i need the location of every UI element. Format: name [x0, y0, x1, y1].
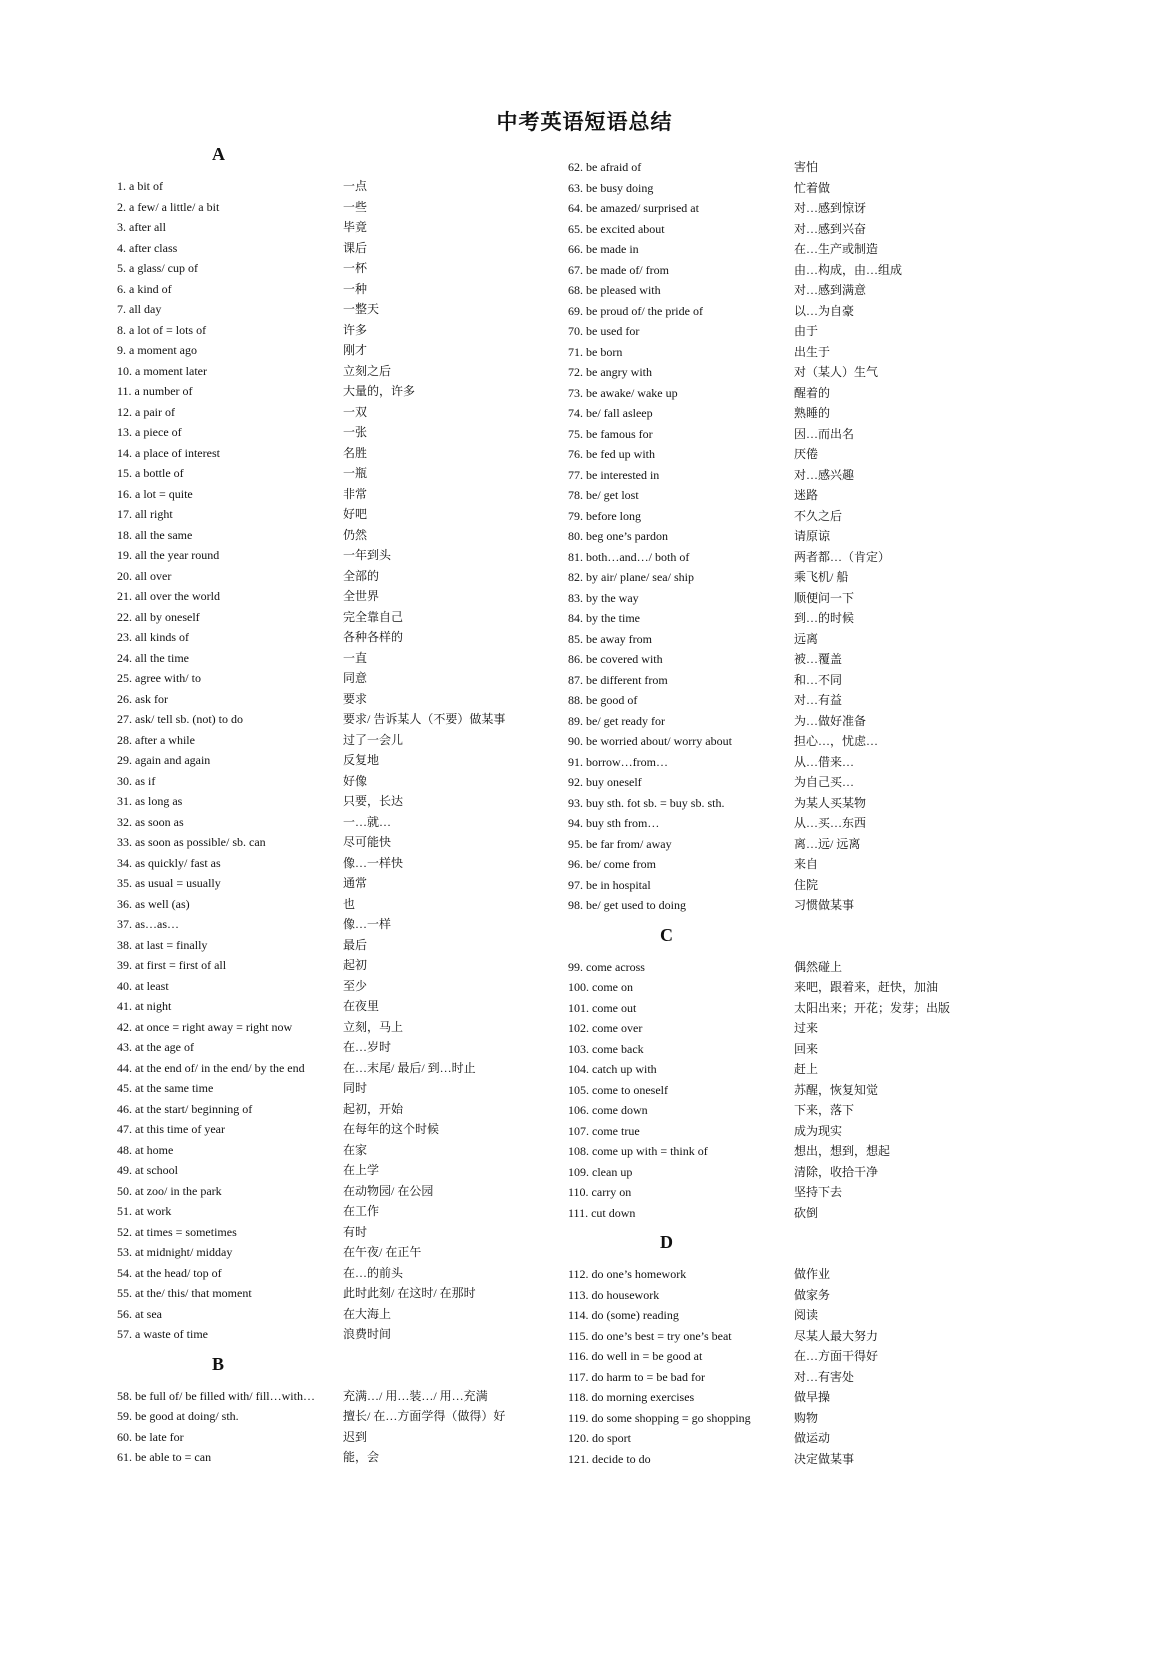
phrase-chinese: 害怕	[794, 160, 819, 174]
phrase-chinese: 在…末尾/ 最后/ 到…时止	[343, 1060, 476, 1075]
phrase-english: 34. as quickly/ fast as	[117, 855, 221, 870]
phrase-chinese: 对…感到兴奋	[794, 221, 867, 236]
phrase-english: 60. be late for	[117, 1429, 184, 1444]
phrase-english: 15. a bottle of	[117, 466, 184, 480]
phrase-chinese: 对…感兴趣	[794, 467, 855, 482]
phrase-english: 104. catch up with	[568, 1062, 657, 1076]
phrase-english: 2. a few/ a little/ a bit	[117, 199, 220, 214]
phrase-chinese: 反复地	[343, 753, 380, 767]
phrase-chinese: 迷路	[794, 488, 819, 502]
phrase-english: 14. a place of interest	[117, 445, 220, 460]
phrase-chinese: 太阳出来；开花；发芽；出版	[794, 1000, 951, 1015]
phrase-english: 4. after class	[117, 240, 178, 255]
phrase-chinese: 名胜	[343, 445, 368, 460]
phrase-chinese: 在…岁时	[343, 1040, 392, 1054]
phrase-chinese: 一种	[343, 281, 368, 296]
phrase-chinese: 厌倦	[794, 447, 819, 461]
phrase-chinese: 醒着的	[794, 385, 831, 400]
phrase-chinese: 决定做某事	[794, 1451, 855, 1466]
phrase-english: 68. be pleased with	[568, 283, 661, 297]
phrase-chinese: 立刻，马上	[343, 1019, 404, 1034]
phrase-chinese: 做作业	[794, 1267, 831, 1281]
phrase-english: 113. do housework	[568, 1287, 660, 1302]
phrase-english: 37. as…as…	[117, 917, 179, 931]
phrase-chinese: 毕竟	[343, 220, 368, 234]
phrase-english: 35. as usual = usually	[117, 876, 221, 890]
phrase-chinese: 回来	[794, 1041, 819, 1056]
phrase-english: 55. at the/ this/ that moment	[117, 1286, 252, 1300]
phrase-english: 98. be/ get used to doing	[568, 898, 686, 912]
phrase-english: 43. at the age of	[117, 1040, 194, 1054]
phrase-chinese: 为某人买某物	[794, 795, 867, 810]
phrase-chinese: 忙着做	[794, 180, 831, 195]
phrase-english: 51. at work	[117, 1204, 172, 1218]
phrase-english: 57. a waste of time	[117, 1327, 208, 1341]
phrase-chinese: 在大海上	[343, 1306, 392, 1321]
phrase-english: 39. at first = first of all	[117, 958, 227, 972]
phrase-english: 117. do harm to = be bad for	[568, 1369, 705, 1384]
phrase-english: 63. be busy doing	[568, 180, 654, 195]
phrase-chinese: 对（某人）生气	[794, 365, 879, 379]
phrase-english: 120. do sport	[568, 1431, 631, 1445]
phrase-english: 112. do one’s homework	[568, 1267, 687, 1281]
phrase-chinese: 顺便问一下	[794, 590, 855, 605]
phrase-chinese: 下来，落下	[794, 1103, 855, 1117]
phrase-chinese: 在夜里	[343, 999, 380, 1013]
phrase-chinese: 习惯做某事	[794, 898, 855, 912]
phrase-english: 83. by the way	[568, 590, 639, 605]
phrase-chinese: 一点	[343, 179, 368, 193]
phrase-chinese: 刚才	[343, 343, 368, 357]
section-heading-b: B	[212, 1353, 225, 1374]
phrase-chinese: 起初	[343, 958, 368, 972]
phrase-chinese: 担心…，忧虑…	[794, 734, 879, 748]
phrase-english: 116. do well in = be good at	[568, 1349, 703, 1363]
section-heading-d: D	[660, 1232, 673, 1252]
phrase-english: 109. clean up	[568, 1164, 633, 1179]
phrase-chinese: 和…不同	[794, 672, 843, 687]
phrase-chinese: 清除，收拾干净	[794, 1164, 879, 1179]
phrase-chinese: 过来	[794, 1021, 819, 1035]
phrase-chinese: 过了一会儿	[343, 732, 404, 747]
phrase-english: 69. be proud of/ the pride of	[568, 303, 703, 318]
phrase-chinese: 只要，长达	[343, 794, 404, 808]
phrase-chinese: 被…覆盖	[794, 652, 843, 666]
phrase-english: 52. at times = sometimes	[117, 1224, 237, 1239]
phrase-chinese: 对…感到满意	[794, 283, 867, 297]
phrase-english: 100. come on	[568, 980, 633, 994]
phrase-chinese: 一张	[343, 425, 368, 439]
phrase-english: 19. all the year round	[117, 548, 220, 562]
phrase-chinese: 在家	[343, 1142, 368, 1157]
phrase-chinese: 对…有害处	[794, 1369, 855, 1384]
phrase-english: 3. after all	[117, 220, 166, 234]
phrase-chinese: 要求/ 告诉某人（不要）做某事	[343, 712, 506, 726]
phrase-chinese: 一瓶	[343, 466, 368, 480]
phrase-english: 9. a moment ago	[117, 343, 197, 357]
phrase-english: 6. a kind of	[117, 281, 172, 296]
phrase-english: 95. be far from/ away	[568, 836, 672, 851]
phrase-chinese: 坚持下去	[794, 1185, 843, 1199]
phrase-chinese: 同意	[343, 671, 368, 685]
phrase-english: 87. be different from	[568, 672, 668, 687]
phrase-chinese: 大量的，许多	[343, 384, 416, 398]
phrase-english: 48. at home	[117, 1142, 174, 1157]
phrase-chinese: 偶然碰上	[794, 959, 843, 974]
phrase-english: 30. as if	[117, 773, 156, 788]
phrase-chinese: 出生于	[794, 344, 831, 359]
phrase-chinese: 不久之后	[794, 508, 843, 523]
phrase-chinese: 此时此刻/ 在这时/ 在那时	[343, 1286, 476, 1300]
phrase-chinese: 能，会	[343, 1450, 380, 1464]
phrase-chinese: 尽可能快	[343, 835, 392, 849]
phrase-chinese: 一杯	[343, 261, 368, 275]
phrase-english: 26. ask for	[117, 691, 168, 706]
phrase-chinese: 由…构成，由…组成	[794, 262, 903, 277]
phrase-chinese: 在上学	[343, 1163, 380, 1177]
phrase-chinese: 购物	[794, 1410, 819, 1425]
phrase-english: 85. be away from	[568, 631, 652, 646]
phrase-english: 42. at once = right away = right now	[117, 1019, 293, 1034]
phrase-english: 11. a number of	[117, 384, 193, 398]
phrase-english: 33. as soon as possible/ sb. can	[117, 835, 266, 849]
phrase-chinese: 充满…/ 用…装…/ 用…充满	[343, 1388, 488, 1403]
phrase-english: 93. buy sth. fot sb. = buy sb. sth.	[568, 795, 725, 810]
phrase-english: 47. at this time of year	[117, 1122, 225, 1136]
section-heading-c: C	[660, 924, 673, 945]
phrase-english: 119. do some shopping = go shopping	[568, 1410, 751, 1425]
phrase-english: 88. be good of	[568, 693, 638, 707]
phrase-chinese: 对…有益	[794, 693, 843, 707]
phrase-chinese: 为自己买…	[794, 775, 855, 789]
phrase-english: 106. come down	[568, 1103, 648, 1117]
phrase-chinese: 苏醒，恢复知觉	[794, 1082, 879, 1097]
phrase-english: 65. be excited about	[568, 221, 665, 236]
phrase-english: 121. decide to do	[568, 1451, 651, 1466]
phrase-english: 79. before long	[568, 508, 641, 523]
phrase-chinese: 在…生产或制造	[794, 242, 879, 256]
phrase-english: 28. after a while	[117, 732, 195, 747]
phrase-english: 20. all over	[117, 568, 172, 583]
phrase-chinese: 想出，想到，想起	[794, 1144, 891, 1158]
phrase-chinese: 在动物园/ 在公园	[343, 1183, 434, 1198]
section-heading-a: A	[212, 144, 225, 164]
phrase-chinese: 在工作	[343, 1204, 380, 1218]
phrase-chinese: 立刻之后	[343, 363, 392, 378]
phrase-chinese: 至少	[343, 978, 368, 993]
phrase-english: 8. a lot of = lots of	[117, 322, 207, 337]
phrase-chinese: 全世界	[343, 589, 380, 603]
phrase-chinese: 完全靠自己	[343, 609, 404, 624]
phrase-chinese: 非常	[343, 486, 368, 501]
phrase-english: 58. be full of/ be filled with/ fill…with…	[117, 1388, 315, 1403]
phrase-chinese: 要求	[343, 691, 368, 706]
phrase-english: 77. be interested in	[568, 467, 660, 482]
phrase-english: 90. be worried about/ worry about	[568, 734, 732, 748]
phrase-chinese: 熟睡的	[794, 406, 831, 420]
phrase-chinese: 以…为自豪	[794, 303, 855, 318]
phrase-chinese: 从…买…东西	[794, 816, 867, 830]
phrase-english: 50. at zoo/ in the park	[117, 1183, 222, 1198]
phrase-chinese: 通常	[343, 876, 368, 890]
phrase-english: 23. all kinds of	[117, 630, 189, 644]
phrase-english: 12. a pair of	[117, 404, 175, 419]
phrase-chinese: 迟到	[343, 1429, 368, 1444]
phrase-chinese: 住院	[794, 877, 819, 892]
phrase-english: 108. come up with = think of	[568, 1144, 708, 1158]
phrase-chinese: 最后	[343, 937, 368, 952]
phrase-english: 54. at the head/ top of	[117, 1265, 222, 1280]
phrase-english: 101. come out	[568, 1000, 637, 1015]
phrase-english: 32. as soon as	[117, 814, 184, 829]
phrase-english: 22. all by oneself	[117, 609, 200, 624]
phrase-chinese: 做运动	[794, 1431, 831, 1445]
phrase-chinese: 到…的时候	[794, 611, 855, 625]
phrase-english: 36. as well (as)	[117, 896, 190, 911]
phrase-chinese: 从…借来…	[794, 754, 855, 769]
phrase-english: 75. be famous for	[568, 426, 653, 441]
phrase-english: 64. be amazed/ surprised at	[568, 201, 699, 215]
phrase-chinese: 好像	[343, 773, 368, 788]
phrase-english: 46. at the start/ beginning of	[117, 1101, 253, 1116]
phrase-chinese: 各种各样的	[343, 630, 404, 644]
phrase-english: 1. a bit of	[117, 179, 163, 193]
phrase-chinese: 乘飞机/ 船	[794, 570, 849, 584]
phrase-english: 74. be/ fall asleep	[568, 406, 653, 420]
phrase-chinese: 来吧，跟着来，赶快，加油	[794, 980, 939, 994]
phrase-chinese: 一…就…	[343, 814, 392, 829]
phrase-chinese: 一年到头	[343, 548, 392, 562]
phrase-chinese: 一整天	[343, 302, 380, 316]
phrase-chinese: 像…一样快	[343, 855, 404, 870]
phrase-english: 27. ask/ tell sb. (not) to do	[117, 712, 243, 726]
phrase-english: 56. at sea	[117, 1306, 162, 1321]
phrase-chinese: 好吧	[343, 507, 368, 521]
phrase-chinese: 有时	[343, 1224, 368, 1239]
phrase-english: 29. again and again	[117, 753, 211, 767]
phrase-chinese: 对…感到惊讶	[794, 201, 867, 215]
phrase-english: 13. a piece of	[117, 425, 182, 439]
page-title: 中考英语短语总结	[496, 110, 673, 134]
phrase-english: 102. come over	[568, 1021, 643, 1035]
phrase-english: 99. come across	[568, 959, 645, 974]
phrase-english: 40. at least	[117, 978, 169, 993]
phrase-chinese: 做早操	[794, 1390, 831, 1404]
phrase-english: 10. a moment later	[117, 363, 207, 378]
phrase-chinese: 课后	[343, 240, 368, 255]
phrase-english: 45. at the same time	[117, 1081, 214, 1095]
phrase-chinese: 请原谅	[794, 529, 831, 543]
phrase-english: 44. at the end of/ in the end/ by the end	[117, 1060, 305, 1075]
phrase-chinese: 擅长/ 在…方面学得（做得）好	[343, 1409, 506, 1423]
phrase-english: 71. be born	[568, 344, 623, 359]
phrase-english: 21. all over the world	[117, 589, 220, 603]
phrase-chinese: 仍然	[343, 527, 368, 542]
phrase-english: 7. all day	[117, 302, 162, 316]
phrase-english: 72. be angry with	[568, 365, 652, 379]
phrase-chinese: 在每年的这个时候	[343, 1122, 440, 1136]
phrase-chinese: 赶上	[794, 1062, 819, 1076]
phrase-english: 96. be/ come from	[568, 857, 656, 871]
phrase-english: 49. at school	[117, 1163, 178, 1177]
phrase-chinese: 成为现实	[794, 1123, 843, 1138]
phrase-english: 53. at midnight/ midday	[117, 1245, 233, 1259]
phrase-english: 16. a lot = quite	[117, 486, 193, 501]
phrase-english: 31. as long as	[117, 794, 183, 808]
phrase-english: 59. be good at doing/ sth.	[117, 1409, 239, 1423]
phrase-english: 24. all the time	[117, 650, 189, 665]
phrase-english: 38. at last = finally	[117, 937, 208, 952]
phrase-english: 73. be awake/ wake up	[568, 385, 678, 400]
phrase-chinese: 同时	[343, 1081, 368, 1095]
phrase-english: 76. be fed up with	[568, 447, 655, 461]
phrase-english: 62. be afraid of	[568, 160, 642, 174]
phrase-english: 114. do (some) reading	[568, 1308, 679, 1322]
phrase-english: 111. cut down	[568, 1205, 636, 1220]
phrase-english: 41. at night	[117, 999, 172, 1013]
phrase-english: 91. borrow…from…	[568, 754, 668, 769]
phrase-english: 78. be/ get lost	[568, 488, 639, 502]
phrase-english: 17. all right	[117, 507, 173, 521]
phrase-chinese: 在…的前头	[343, 1265, 404, 1280]
phrase-chinese: 在…方面干得好	[794, 1349, 879, 1363]
phrase-chinese: 两者都…（肯定）	[794, 549, 891, 564]
phrase-english: 67. be made of/ from	[568, 262, 669, 277]
phrase-chinese: 来自	[794, 857, 819, 871]
phrase-chinese: 一些	[343, 199, 368, 214]
phrase-chinese: 由于	[794, 324, 819, 338]
phrase-chinese: 在午夜/ 在正午	[343, 1245, 422, 1259]
phrase-english: 18. all the same	[117, 527, 193, 542]
phrase-english: 84. by the time	[568, 611, 640, 625]
phrase-chinese: 浪费时间	[343, 1327, 392, 1341]
phrase-chinese: 砍倒	[794, 1205, 819, 1220]
phrase-chinese: 因…而出名	[794, 426, 855, 441]
phrase-english: 115. do one’s best = try one’s beat	[568, 1328, 732, 1343]
phrase-english: 92. buy oneself	[568, 775, 642, 789]
phrase-english: 89. be/ get ready for	[568, 713, 665, 728]
phrase-english: 66. be made in	[568, 242, 639, 256]
phrase-english: 105. come to oneself	[568, 1082, 668, 1097]
phrase-chinese: 阅读	[794, 1308, 819, 1322]
phrase-english: 103. come back	[568, 1041, 644, 1056]
phrase-chinese: 起初，开始	[343, 1101, 404, 1116]
phrase-chinese: 做家务	[794, 1287, 831, 1302]
phrase-chinese: 尽某人最大努力	[794, 1328, 879, 1343]
phrase-chinese: 离…远/ 远离	[794, 836, 861, 851]
phrase-english: 5. a glass/ cup of	[117, 261, 198, 275]
phrase-english: 107. come true	[568, 1123, 640, 1138]
phrase-english: 70. be used for	[568, 324, 640, 338]
phrase-english: 61. be able to = can	[117, 1450, 212, 1464]
phrase-english: 81. both…and…/ both of	[568, 549, 690, 564]
phrase-chinese: 远离	[794, 631, 819, 646]
phrase-chinese: 一直	[343, 650, 368, 665]
phrase-english: 86. be covered with	[568, 652, 663, 666]
phrase-english: 110. carry on	[568, 1185, 632, 1199]
phrase-english: 25. agree with/ to	[117, 671, 201, 685]
phrase-english: 118. do morning exercises	[568, 1390, 695, 1404]
phrase-chinese: 全部的	[343, 568, 380, 583]
phrase-english: 94. buy sth from…	[568, 816, 660, 830]
phrase-chinese: 为…做好准备	[794, 713, 867, 728]
phrase-english: 97. be in hospital	[568, 877, 651, 892]
phrase-english: 82. by air/ plane/ sea/ ship	[568, 570, 694, 584]
phrase-chinese: 许多	[343, 322, 368, 337]
phrase-english: 80. beg one’s pardon	[568, 529, 668, 543]
phrase-chinese: 像…一样	[343, 917, 392, 931]
phrase-chinese: 也	[343, 896, 356, 911]
phrase-chinese: 一双	[343, 404, 368, 419]
